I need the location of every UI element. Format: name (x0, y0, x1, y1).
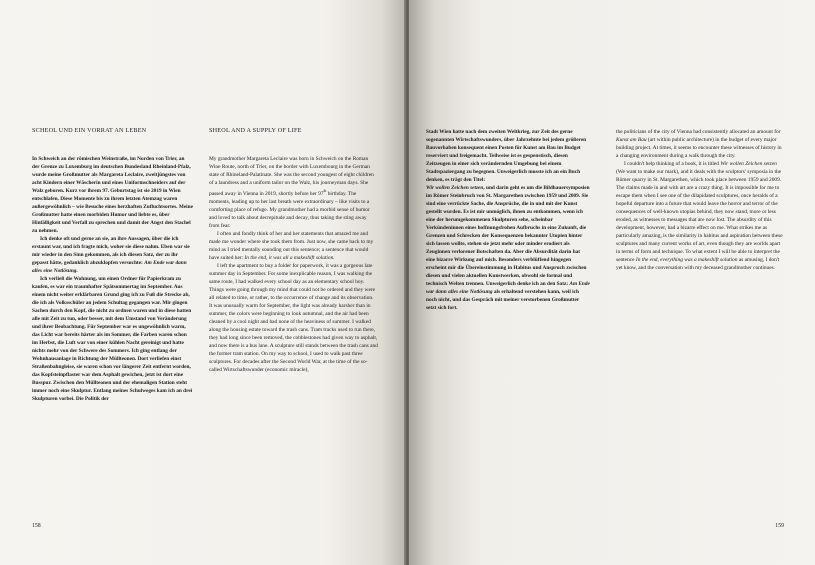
english-paragraph-1-rest: birthday. The moments, leading up to her last breath were extraordinary – like visits to a comforting place of refuge. My grandmother had a morbid sense of humor and loved to talk about decrepitude and decay, thus taking the sting away from fear. (209, 190, 370, 229)
german-paragraph-2-quote: Am Ende war dann alles eine Notlösung. (32, 260, 187, 275)
german-closing: als erhaltend verstehen kann, weil ich noch nicht, und das Gespräch mit meiner verstorbenen Großmutter setzt sich fort. (426, 289, 580, 312)
english-book-paragraph (616, 160, 784, 272)
page-number-left: 158 (32, 523, 41, 529)
german-column-left (32, 155, 193, 403)
german-quote: Am Ende war dann alles eine Notlösung (426, 281, 590, 296)
english-continuation-text: the politicians of the city of Vienna had consistently allocated an amount for (616, 129, 781, 135)
english-quote: In the end, everything was a makeshift solution (635, 257, 738, 264)
english-closing: as amusing, I don't yet know, and the conversation with my deceased grandmother continues. (616, 257, 780, 272)
english-book-rest: (We want to make our mark), and it deals with the sculptors' symposia in the Römer quarry in St. Margarethen, which took place between 1959 and 2009. The claims made in and with art are a crazy thing. It is impossible for me to escape them when I see one of the dilapidated sculptures, once heralds of a hopeful departure into a future that would leave the horror and terror of the consequences of well-known utopias behind, they now stand, more or less eroded, as witnesses to messages that are now lost. The absurdity of this development, however, had a bizarre effect on me. What strikes me as particularly amazing, is the similarity in habitus and aspiration between these sculptures and many current works of art, even though they are worlds apart in terms of form and technique. To what extent I will be able to interpret the sentence (616, 169, 783, 264)
english-paragraph-2-text: I often and fondly think of her and her statements that amazed me and made me wonder where she took them from. Just now, she came back to my mind as I tried mentally sounding out this sentence; a sentence that would have suited her: (209, 230, 374, 261)
english-paragraph-1 (209, 155, 378, 230)
german-paragraph-2-text: Ich denke oft und gerne an sie, an ihre Aussagen, über die ich erstaunt war, und ich fragte mich, woher sie diese nahm. Eben war sie mir wieder in den Sinn gekommen, als ich diesen Satz, der zu ihr gepasst hätte, gedanklich abzuklopfen versuchte: (32, 236, 190, 267)
english-continuation (616, 128, 784, 160)
english-column-right (616, 128, 784, 272)
german-book-text: , und darin geht es um die Bildhauersymposien im Römer Steinbruch von St. Margarethen zwischen 1959 und 2009. Sie sind eine verrückte Sache, die Ansprüche, die in und mit der Kunst gestellt wurden. Es ist mir unmöglich, ihnen zu entkommen, wenn ich eine der herumgekommenen Skulpturen sehe, scheinbar Verkündeninnen eines hoffnungsfrohen Aufbruchs in eine Zukunft, die Grenzen und Schrecken der Konsequenzen bekannter Utopien hinter sich lassen wollte, stehen sie jetzt mehr oder minder erodiert als Zeuginnen verlorener Botschaften da. Aber die Absurdität darin hat eine bizarre Wirkung auf mich. Besonders verblüffend hingegen erscheint mir die Übereinstimmung in Habitus und Anspruch zwischen diesen und vielen aktuellen Kunstwerken, obwohl sie formal und technisch Welten trennen. Unweigerlich denke ich an den Satz: (426, 185, 590, 288)
english-paragraph-1-ordinal: th (323, 189, 327, 194)
english-paragraph-2 (209, 230, 378, 262)
english-book-title: Wir wollen Zeichen setzen (720, 161, 777, 168)
english-paragraph-1-text: My grandmother Margareta Leclaire was born in Schweich on the Roman Wine Route, north of Trier, on the border with Luxembourg in the German state of Rhineland-Palatinate. She was the second youngest of eight children of a laundress and a uniform tailor on the Walz, his journeyman days. She passed away in Vienna in 2019, shortly before her 97 (209, 156, 374, 197)
german-book-title: Wir wollen Zeichen setzen (426, 185, 484, 192)
english-heading: SHEOL AND A SUPPLY OF LIFE (209, 127, 302, 134)
german-heading: SCHEOL UND EIN VORRAT AN LEBEN (32, 127, 147, 134)
english-kunst-am-bau: Kunst am Bau (616, 137, 647, 144)
german-book-paragraph (426, 184, 590, 312)
german-paragraph-3: Ich verließ die Wohnung, um einen Ordner für Papierkram zu kaufen, es war ein traumhafter Spätsommertag im September. Aus einem nicht weiter erklärbaren Grund ging ich zu Fuß die Strecke ab, die ich als Volksschüler an jedem Schultag gegangen war. Mir gingen Sachen durch den Kopf, die nicht zu ordnen waren und in diese hatten alle mit Zeit zu tun, oder besser, mit dem Umstand von Veränderung und ihrer Beobachtung. Für September war es ungewöhnlich warm, das Licht war bereits härter als im Sommer, die Farben waren schon im Herbst, die Luft war von einer kühlen Nacht gereinigt und hatte nichts mehr von der Schwere des Sommers. Ich ging entlang der Wohnhausanlage in Richtung der Müllteonen. Dort verliefen einst Straßenbahngleise, sie waren schon vor längerer Zeit entfernt worden, das Kopfsteinpflaster war dem Asphalt gewichen, jetzt ist dort eine Busspur. Zwischen den Müllteonen und der ehemaligen Station steht immer noch eine Skulptur. Entlang meines Schulweges kam ich an drei Skulpturen vorbei. Die Politik der (32, 276, 193, 403)
english-continuation-rest: (art within public architecture) in the budget of every major building project. At times, it seems to encounter these witnesses of history in a changing environment during a walk through the city. (616, 137, 782, 160)
german-paragraph-2 (32, 235, 193, 275)
right-page (409, 0, 815, 565)
english-paragraph-3: I left the apartment to buy a folder for paperwork, it was a gorgeous late summer day in September. For some inexplicable reason, I was walking the same route, I had walked every school day as an elementary school boy. Things were going through my mind that could not be ordered and they were all related to time, or rather, to the occurrence of change and its observation. It was unusually warm for September, the light was already harsher than in summer, the colors were beginning to look autumnal, and the air had been cleaned by a cool night and had none of the heaviness of summer. I walked along the housing estate toward the trash cans. Tram tracks used to run there, they had long since been removed, the cobblestones had given way to asphalt, and now there is a bus lane. A sculpture still stands between the trash cans and the former tram station. On my way to school, I used to walk past three sculptures. For decades after the Second World War, at the time of the so-called Wirtschaftswunder (economic miracle), (209, 263, 378, 374)
english-book-text: I couldn't help thinking of a book, it is titled (624, 161, 721, 168)
german-continuation: Stadt Wien hatte nach dem zweiten Weltkrieg, zur Zeit des gerne sogenannten Wirtschaftswunders, über Jahrzehnte bei jedem größeren Bauvorhaben konsequent einen Posten für Kunst am Bau im Budget reserviert und freigemacht. Teilweise ist es gespenstisch, diesen Zeitzeugen in einer sich verändernden Umgebung bei einem Stadtspaziergang zu begegnen. Unweigerlich musste ich an ein Buch denken, es trägt den Titel: (426, 129, 587, 184)
german-column-right (426, 128, 590, 312)
page-number-right: 159 (775, 523, 784, 529)
left-page (0, 0, 406, 565)
english-paragraph-2-quote: In the end, it was all a makeshift solution. (244, 254, 335, 261)
german-paragraph-1: In Schweich an der römischen Weinstraße, im Norden von Trier, an der Grenze zu Luxemburg im deutschen Bundesland Rheinland-Pfalz, wurde meine Großmutter als Margareta Leclaire, zweitjüngstes von acht Kindern einer Wäscherin und eines Uniformschneiders auf der Walz geboren. Kurz vor ihrem 97. Geburtstag ist sie 2019 in Wien entschlafen. Diese Momente bis zu ihrem letzten Atemzug waren außergewöhnlich – wie Besuche eines herzhaften Zufluchtsortes. Meine Großmutter hatte einen morbiden Humor und liebte es, über Hinfälligkeit und Verfall zu sprechen und damit der Angst den Stachel zu nehmen. (32, 156, 193, 235)
english-column-left (209, 155, 378, 374)
